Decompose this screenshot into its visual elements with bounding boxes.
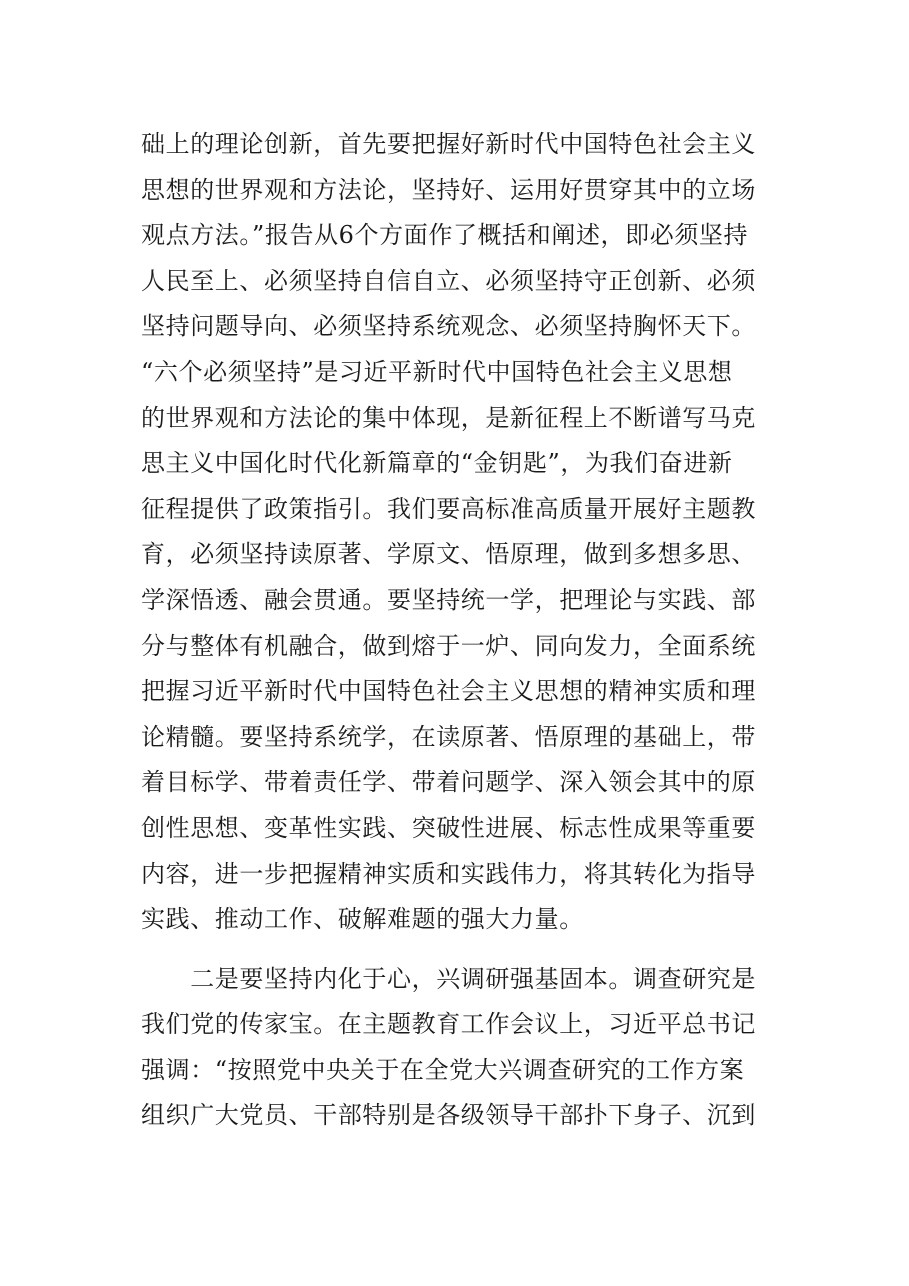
text-line: 人民至上、必须坚持自信自立、必须坚持守正创新、必须 [141, 266, 756, 295]
text-line: 学深悟透、融会贯通。要坚持统一学，把理论与实践、部 [141, 585, 756, 614]
text-line: 思主义中国化时代化新篇章的“金钥匙”，为我们奋进新 [141, 449, 733, 478]
paragraph-2 [141, 957, 781, 1139]
text-line: 思想的世界观和方法论，坚持好、运用好贯穿其中的立场 [141, 175, 756, 204]
text-line: 强调：“按照党中央关于在全党大兴调查研究的工作方案 [141, 1055, 745, 1084]
text-line: 的世界观和方法论的集中体现，是新征程上不断谱写马克 [141, 403, 756, 432]
text-line: 组织广大党员、干部特别是各级领导干部扑下身子、沉到 [141, 1101, 756, 1130]
text-line: 论精髓。要坚持系统学，在读原著、悟原理的基础上，带 [141, 722, 756, 751]
text-line: 育，必须坚持读原著、学原文、悟原理，做到多想多思、 [141, 540, 756, 569]
text-line: 着目标学、带着责任学、带着问题学、深入领会其中的原 [141, 768, 756, 797]
text-line: 把握习近平新时代中国特色社会主义思想的精神实质和理 [141, 677, 756, 706]
paragraph-1 [141, 122, 781, 943]
text-line: “六个必须坚持”是习近平新时代中国特色社会主义思想 [141, 357, 733, 386]
paragraph-spacer [141, 943, 781, 957]
text-line: 观点方法。”报告从6个方面作了概括和阐述，即必须坚持 [141, 221, 749, 250]
text-line: 坚持问题导向、必须坚持系统观念、必须坚持胸怀天下。 [141, 312, 756, 341]
text-line: 分与整体有机融合，做到熔于一炉、同向发力，全面系统 [141, 631, 756, 660]
text-line: 二是要坚持内化于心，兴调研强基固本。调查研究是 [141, 964, 756, 993]
text-line: 征程提供了政策指引。我们要高标准高质量开展好主题教 [141, 494, 756, 523]
text-line: 我们党的传家宝。在主题教育工作会议上，习近平总书记 [141, 1010, 756, 1039]
document-body [141, 122, 781, 1139]
text-line: 内容，进一步把握精神实质和实践伟力，将其转化为指导 [141, 859, 756, 888]
text-line: 实践、推动工作、破解难题的强大力量。 [141, 905, 584, 934]
text-line: 创性思想、变革性实践、突破性进展、标志性成果等重要 [141, 813, 756, 842]
text-line: 础上的理论创新，首先要把握好新时代中国特色社会主义 [141, 130, 756, 158]
